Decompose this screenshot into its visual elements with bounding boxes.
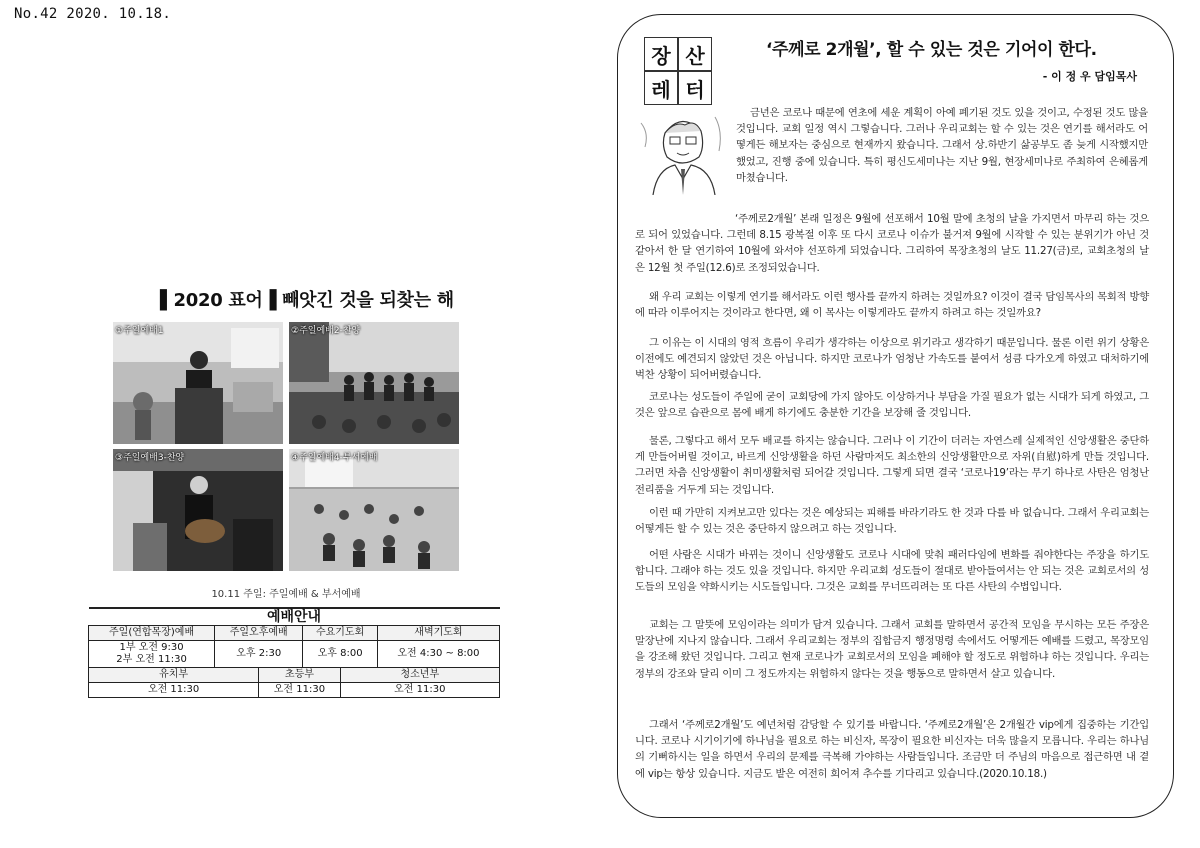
body-paragraph: 금년은 코로나 때문에 연초에 세운 계획이 아예 폐기된 것도 있을 것이고, 수정된 것도 많을 것입니다. 교회 일정 역시 그렇습니다. 그러나 우리교회는 할 수 있는 것은 연기를 해서라도 어떻게든 해보자는 중심으로 현재까지 왔습니다. 그래서 상.하반기 삶공부도 좀 늦게 시작했지만 했었고, 진행 중에 있습니다. 특히 평신도세미나는 지난 9월, 현장세미나로 주최하여 은혜롭게 마쳤습니다. (736, 107, 1148, 184)
header-cell: 유치부 (89, 668, 259, 683)
pastor-portrait-illustration (635, 103, 729, 195)
value-cell: 1부 오전 9:30 2부 오전 11:30 (89, 641, 215, 668)
service-schedule-table (88, 607, 500, 698)
table-row (89, 626, 500, 641)
body-paragraph: ‘주께로2개월’ 본래 일정은 9월에 선포해서 10월 말에 초청의 날을 가지면서 마무리 하는 것으로 되어 있었습니다. 그런데 8.15 광복절 이후 또 다시 코로나 이슈가 불거져 9월에 시작할 수 있는 분위기가 아닌 것 같아서 한 달 연기하여 10월에 와서야 선포하게 되었습니다. 그리하여 목장초청의 날도 11.27(금)로, 교회초청의 날은 12월 첫 주일(12.6)로 조정되었습니다. (635, 213, 1149, 274)
header-cell: 주일(연합목장)예배 (89, 626, 215, 641)
header-cell: 초등부 (259, 668, 340, 683)
table-row (89, 668, 500, 683)
body-paragraph: 교회는 그 말뜻에 모임이라는 의미가 담겨 있습니다. 그래서 교회를 말하면서 공간적 모임을 무시하는 모든 주장은 말장난에 지나지 않습니다. 그래서 우리교회는 정부의 집합금지 행정명령 속에서도 어떻게든 예배를 드렸고, 목장모임을 강조해 왔던 것입니다. 그리고 현재 코로나가 교회로서의 모임을 폐해야 할 정도로 위험하냐 하는 것입니다. 우리는 정부의 강조와 달리 이미 그 정도까지는 위험하지 않다는 것을 행동으로 말하면서 살고 있습니다. (635, 619, 1149, 680)
table-row (89, 683, 500, 698)
value-cell: 오전 11:30 (259, 683, 340, 698)
photo-label: ①주일예배1 (115, 326, 164, 336)
value-cell: 오전 4:30 ~ 8:00 (377, 641, 499, 668)
body-paragraph: 왜 우리 교회는 이렇게 연기를 해서라도 이런 행사를 끝까지 하려는 것일까요? 이것이 결국 담임목사의 목회적 방향에 따라 이루어지는 것이라고 한다면, 왜 이 목사는 이렇게라도 끝까지 하려고 하는 것일까요? (635, 291, 1149, 320)
value-cell: 오전 11:30 (340, 683, 499, 698)
column-frame (617, 14, 1174, 818)
header-cell: 주일오후예배 (215, 626, 303, 641)
photo-worship-3 (113, 449, 283, 571)
column-title: ‘주께로 2개월’, 할 수 있는 것은 기어이 한다. (766, 40, 1097, 60)
photo-grid (113, 322, 459, 572)
table-row (89, 641, 500, 668)
photo-label: ②주일예배2-찬양 (291, 326, 361, 336)
photo-label: ③주일예배3-찬양 (115, 453, 185, 463)
column-author: - 이 정 우 담임목사 (1042, 70, 1137, 83)
column-tag-char: 터 (678, 71, 712, 105)
photo-worship-1 (113, 322, 283, 444)
body-paragraph: 이런 때 가만히 지켜보고만 있다는 것은 예상되는 피해를 바라기라도 한 것과 다를 바 없습니다. 그래서 우리교회는 어떻게든 할 수 있는 것은 중단하지 않으려고 하는 것입니다. (635, 507, 1149, 536)
header-cell: 수요기도회 (303, 626, 378, 641)
photo-caption: 10.11 주일: 주일예배 & 부서예배 (211, 589, 361, 600)
body-paragraph: 물론, 그렇다고 해서 모두 배교를 하지는 않습니다. 그러나 이 기간이 더러는 자연스레 실제적인 신앙생활은 중단하게 만들어버릴 것이고, 바르게 신앙생활을 하던 사람마저도 최소한의 신앙생활만으로 자위(自慰)하게 만들 것입니다. 그러면 차츰 신앙생활이 취미생활처럼 되어갈 것입니다. 그렇게 되면 결국 ‘코로나19’라는 무기 하나로 사탄은 엄청난 전리품을 거두게 되는 것입니다. (635, 435, 1149, 496)
photo-worship-2 (289, 322, 459, 444)
value-cell: 오전 11:30 (89, 683, 259, 698)
issue-header: No.42 2020. 10.18. (14, 6, 172, 22)
table-title: 예배안내 (89, 608, 500, 626)
photo-label: ④주일예배4-부서예배 (291, 453, 378, 463)
photo-worship-4 (289, 449, 459, 571)
header-cell: 청소년부 (340, 668, 499, 683)
column-tag-char: 레 (644, 71, 678, 105)
body-paragraph: 어떤 사람은 시대가 바뀌는 것이니 신앙생활도 코로나 시대에 맞춰 패러다임에 변화를 줘야한다는 주장을 하기도 합니다. 그래야 하는 것도 있을 것입니다. 하지만 우리교회 성도들이 절대로 받아들여서는 안 되는 것은 교회로서의 성도들의 모임을 약화시키는 시도들입니다. 그것은 교회를 무너뜨리려는 또 다른 사탄의 수법입니다. (635, 549, 1149, 594)
body-paragraph: 그래서 ‘주께로2개월’도 예년처럼 감당할 수 있기를 바랍니다. ‘주께로2개월’은 2개월간 vip에게 집중하는 기간입니다. 코로나 시기이기에 하나님을 필요로 하는 비신자, 목장이 필요한 비신자는 더욱 많을지 모릅니다. 우리는 하나님의 기뻐하시는 일을 하면서 우리의 문제를 극복해 가야하는 사람들입니다. 조금만 더 주님의 마음으로 접근하면 내 곁에 vip는 항상 있습니다. 지금도 밭은 여전히 희어져 추수를 기다리고 있습니다.(2020.10.18.) (635, 719, 1149, 780)
body-paragraph: 코로나는 성도들이 주일에 굳이 교회당에 가지 않아도 이상하거나 부담을 가질 필요가 없는 시대가 되게 하였고, 그것은 앞으로 습관으로 몸에 배게 하기에도 충분한 기간을 보장해 줄 것입니다. (635, 391, 1149, 420)
value-cell: 오후 2:30 (215, 641, 303, 668)
column-tag-char: 장 (644, 37, 678, 71)
header-cell: 새벽기도회 (377, 626, 499, 641)
body-paragraph: 그 이유는 이 시대의 영적 흐름이 우리가 생각하는 이상으로 위기라고 생각하기 때문입니다. 물론 이런 위기 상황은 이전에도 예견되지 않았던 것은 아닙니다. 하지만 코로나가 엄청난 가속도를 붙여서 성큼 다가오게 하였고 대처하기에 벅찬 상황이 되어버렸습니다. (635, 337, 1149, 382)
year-theme: ▌2020 표어▐ 빼앗긴 것을 되찾는 해 (160, 290, 454, 311)
value-cell: 오후 8:00 (303, 641, 378, 668)
column-tag-char: 산 (678, 37, 712, 71)
